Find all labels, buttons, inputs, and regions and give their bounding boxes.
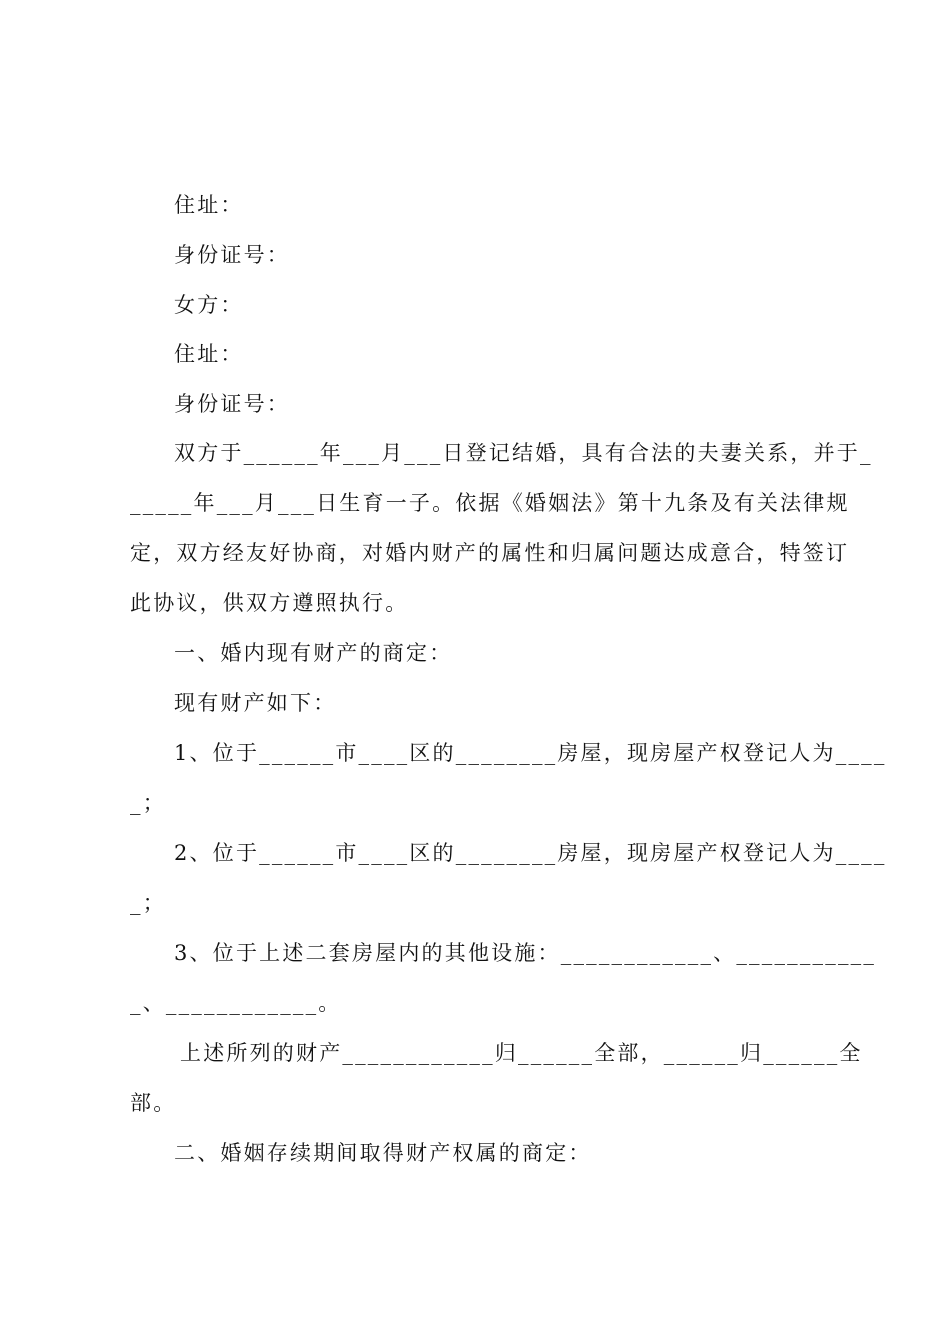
id-number-label-2: 身份证号： — [174, 392, 290, 416]
preamble-line-2: _____年___月___日生育一子。依据《婚姻法》第十九条及有关法律规 — [130, 491, 850, 515]
property-item-3-cont: _、____________。 — [130, 991, 342, 1015]
property-item-2: 2、位于______市____区的________房屋，现房屋产权登记人为____ — [174, 841, 887, 865]
property-item-1: 1、位于______市____区的________房屋，现房屋产权登记人为____ — [174, 741, 887, 765]
address-label-2: 住址： — [174, 342, 244, 366]
address-label-1: 住址： — [174, 193, 244, 217]
preamble-line-1: 双方于______年___月___日登记结婚，具有合法的夫妻关系，并于_ — [174, 441, 873, 465]
preamble-line-4: 此协议，供双方遵照执行。 — [130, 591, 409, 615]
female-party-label: 女方： — [174, 293, 244, 317]
id-number-label-1: 身份证号： — [174, 243, 290, 267]
section-heading-2: 二、婚姻存续期间取得财产权属的商定： — [174, 1141, 592, 1165]
existing-property-intro: 现有财产如下： — [174, 691, 337, 715]
preamble-line-3: 定，双方经友好协商，对婚内财产的属性和归属问题达成意合，特签订 — [130, 541, 850, 565]
property-allocation: 上述所列的财产____________归______全部，______归______全 — [180, 1041, 863, 1065]
section-heading-1: 一、婚内现有财产的商定： — [174, 641, 453, 665]
property-item-2-cont: _； — [130, 891, 166, 915]
property-item-3: 3、位于上述二套房屋内的其他设施：____________、___________ — [174, 941, 877, 965]
property-item-1-cont: _； — [130, 791, 166, 815]
property-allocation-cont: 部。 — [130, 1091, 177, 1115]
